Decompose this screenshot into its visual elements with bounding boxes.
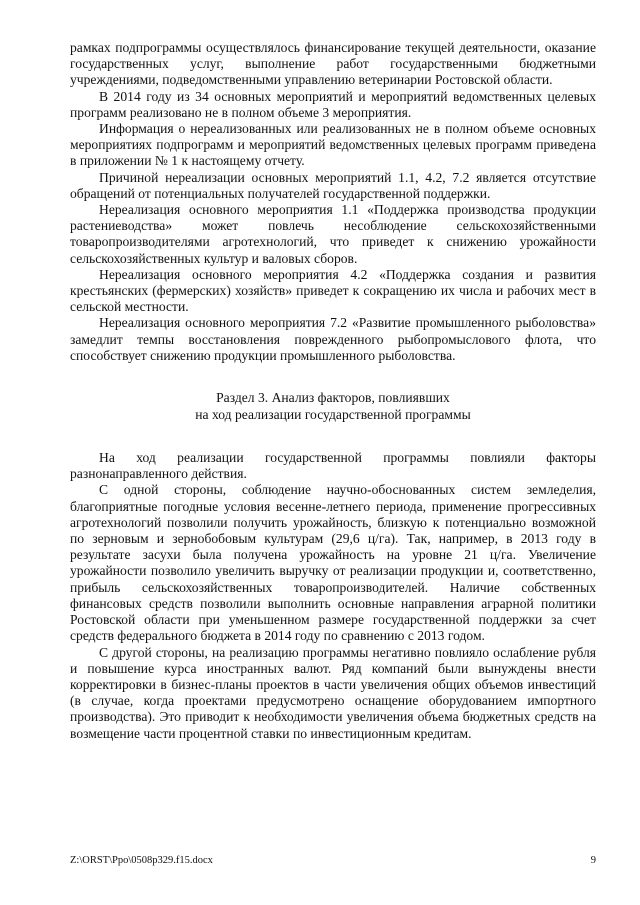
paragraph-reason: Причиной нереализации основных мероприятий 1.1, 4.2, 7.2 является отсутствие обращений от потенциальных получателей государственной поддержки.	[70, 169, 596, 201]
paragraph-positive-factors: С одной стороны, соблюдение научно-обоснованных систем земледелия, благоприятные погодные условия весенне-летнего периода, применение прогрессивных агротехнологий позволили получить урожайность, близкую к потенциально возможной по зерновым и зернобобовым культурам (29,6 ц/га). Так, например, в 2013 году в результате засухи была получена урожайность на уровне 21 ц/га. Увеличение урожайности позволило увеличить выручку от реализации продукции и, соответственно, прибыль сельскохозяйственных товаропроизводителей. Наличие собственных финансовых средств позволили выполнить основные направления аграрной политики Ростовской области при уменьшенном размере государственной поддержки за счет средств федерального бюджета в 2014 году по сравнению с 2013 годом.	[70, 482, 596, 644]
section-heading	[70, 389, 596, 423]
footer-file-path: Z:\ORST\Ppo\0508p329.f15.docx	[70, 855, 213, 866]
section-heading-line-1: Раздел 3. Анализ факторов, повлиявших	[216, 390, 450, 406]
bottom-text-block	[70, 450, 596, 742]
paragraph-subprogram-continuation: рамках подпрограммы осуществлялось финансирование текущей деятельности, оказание государственных услуг, выполнение работ государственными бюджетными учреждениями, подведомственными управлению ветеринарии Ростовской области.	[70, 40, 596, 88]
footer-page-number: 9	[590, 855, 596, 866]
page-footer	[70, 855, 596, 866]
section-heading-line-2: на ход реализации государственной программы	[195, 407, 471, 423]
document-page	[70, 40, 596, 742]
paragraph-activity-1-1: Нереализация основного мероприятия 1.1 «Поддержка производства продукции растениеводства» может повлечь несоблюдение сельскохозяйственными товаропроизводителями агротехнологий, что приведет к снижению урожайности сельскохозяйственных культур и валовых сборов.	[70, 202, 596, 266]
paragraph-activities-count: В 2014 году из 34 основных мероприятий и мероприятий ведомственных целевых программ реализовано не в полном объеме 3 мероприятия.	[70, 88, 596, 120]
paragraph-activity-4-2: Нереализация основного мероприятия 4.2 «Поддержка создания и развития крестьянских (фермерских) хозяйств» приведет к сокращению их числа и рабочих мест в сельской местности.	[70, 266, 596, 315]
paragraph-activity-7-2: Нереализация основного мероприятия 7.2 «Развитие промышленного рыболовства» замедлит темпы восстановления поврежденного рыбопромыслового флота, что способствует снижению продукции промышленного рыболовства.	[70, 315, 596, 363]
paragraph-negative-factors: С другой стороны, на реализацию программы негативно повлияло ослабление рубля и повышение курса иностранных валют. Ряд компаний были вынуждены внести корректировки в бизнес-планы проектов в части увеличения общих объемов инвестиций (в случае, когда проектами предусмотрено оснащение оборудованием импортного производства). Это приводит к необходимости увеличения объема бюджетных средств на возмещение части процентной ставки по инвестиционным кредитам.	[70, 644, 596, 741]
paragraph-appendix-reference: Информация о нереализованных или реализованных не в полном объеме основных мероприятиях подпрограмм и мероприятий ведомственных целевых программ приведена в приложении № 1 к настоящему отчету.	[70, 121, 596, 169]
paragraph-factors-intro: На ход реализации государственной программы повлияли факторы разнонаправленного действия.	[70, 450, 596, 482]
top-text-block	[70, 40, 596, 364]
